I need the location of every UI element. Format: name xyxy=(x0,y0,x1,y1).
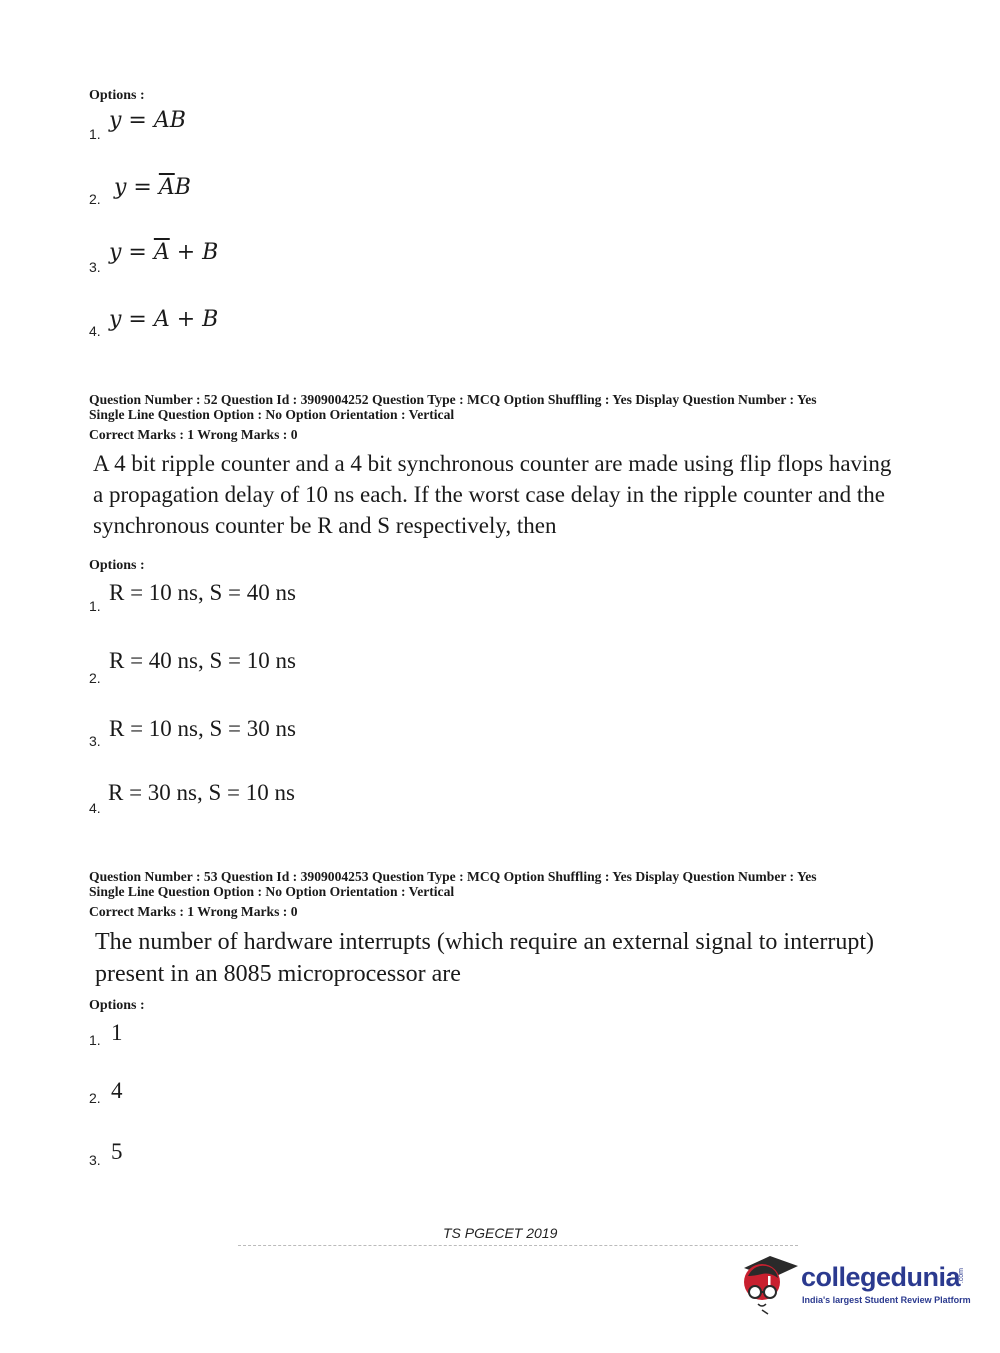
options-label: Options : xyxy=(89,998,145,1013)
q52-meta-line-1: Question Number : 52 Question Id : 3909004252 Question Type : MCQ Option Shuffling : Yes Display Question Number : Yes xyxy=(89,392,817,407)
option-expression: $y = \overline{A}B$ xyxy=(114,175,191,200)
brand-tagline: India's largest Student Review Platform xyxy=(802,1295,971,1305)
option-number: 2. xyxy=(89,191,101,207)
option-expression: $y = \overline{A} + B$ xyxy=(109,240,219,265)
q52-meta-line-2: Single Line Question Option : No Option Orientation : Vertical xyxy=(89,407,455,422)
options-label: Options : xyxy=(89,558,145,573)
q53-meta-line-1: Question Number : 53 Question Id : 3909004253 Question Type : MCQ Option Shuffling : Yes Display Question Number : Yes xyxy=(89,869,817,884)
footer-divider xyxy=(238,1245,798,1246)
option-number: 2. xyxy=(89,1090,101,1106)
q53-question-text: The number of hardware interrupts (which require an external signal to interrupt) present in an 8085 microprocessor are xyxy=(95,929,875,987)
option-number: 3. xyxy=(89,1152,101,1168)
option-text: 1 xyxy=(111,1020,123,1045)
option-text: R = 30 ns, S = 10 ns xyxy=(108,780,295,805)
q53-marks: Correct Marks : 1 Wrong Marks : 0 xyxy=(89,904,298,919)
option-text: 5 xyxy=(111,1139,123,1164)
option-number: 4. xyxy=(89,323,101,339)
q52-question-text: A 4 bit ripple counter and a 4 bit synchronous counter are made using flip flops having a propagation delay of 10 ns each. If the worst case delay in the ripple counter and the synchronous counter be R and S respectively, then xyxy=(93,451,892,538)
option-number: 1. xyxy=(89,1032,101,1048)
option-expression: y = AB xyxy=(109,108,186,133)
option-text: 4 xyxy=(111,1078,123,1103)
option-number: 3. xyxy=(89,733,101,749)
option-expression: y = A + B xyxy=(109,307,219,332)
brand-name: collegedunia xyxy=(801,1262,961,1292)
q52-marks: Correct Marks : 1 Wrong Marks : 0 xyxy=(89,427,298,442)
q53-meta-line-2: Single Line Question Option : No Option Orientation : Vertical xyxy=(89,884,455,899)
option-number: 4. xyxy=(89,800,101,816)
option-text: R = 10 ns, S = 40 ns xyxy=(109,580,296,605)
option-number: 2. xyxy=(89,670,101,686)
option-text: R = 10 ns, S = 30 ns xyxy=(109,716,296,741)
option-number: 1. xyxy=(89,598,101,614)
brand-domain-suffix: .com xyxy=(958,1268,965,1284)
option-text: R = 40 ns, S = 10 ns xyxy=(109,648,296,673)
collegedunia-mascot-icon xyxy=(740,1246,800,1316)
footer-exam-name: TS PGECET 2019 xyxy=(443,1225,558,1241)
option-number: 3. xyxy=(89,259,101,275)
option-number: 1. xyxy=(89,126,101,142)
options-label: Options : xyxy=(89,88,145,103)
